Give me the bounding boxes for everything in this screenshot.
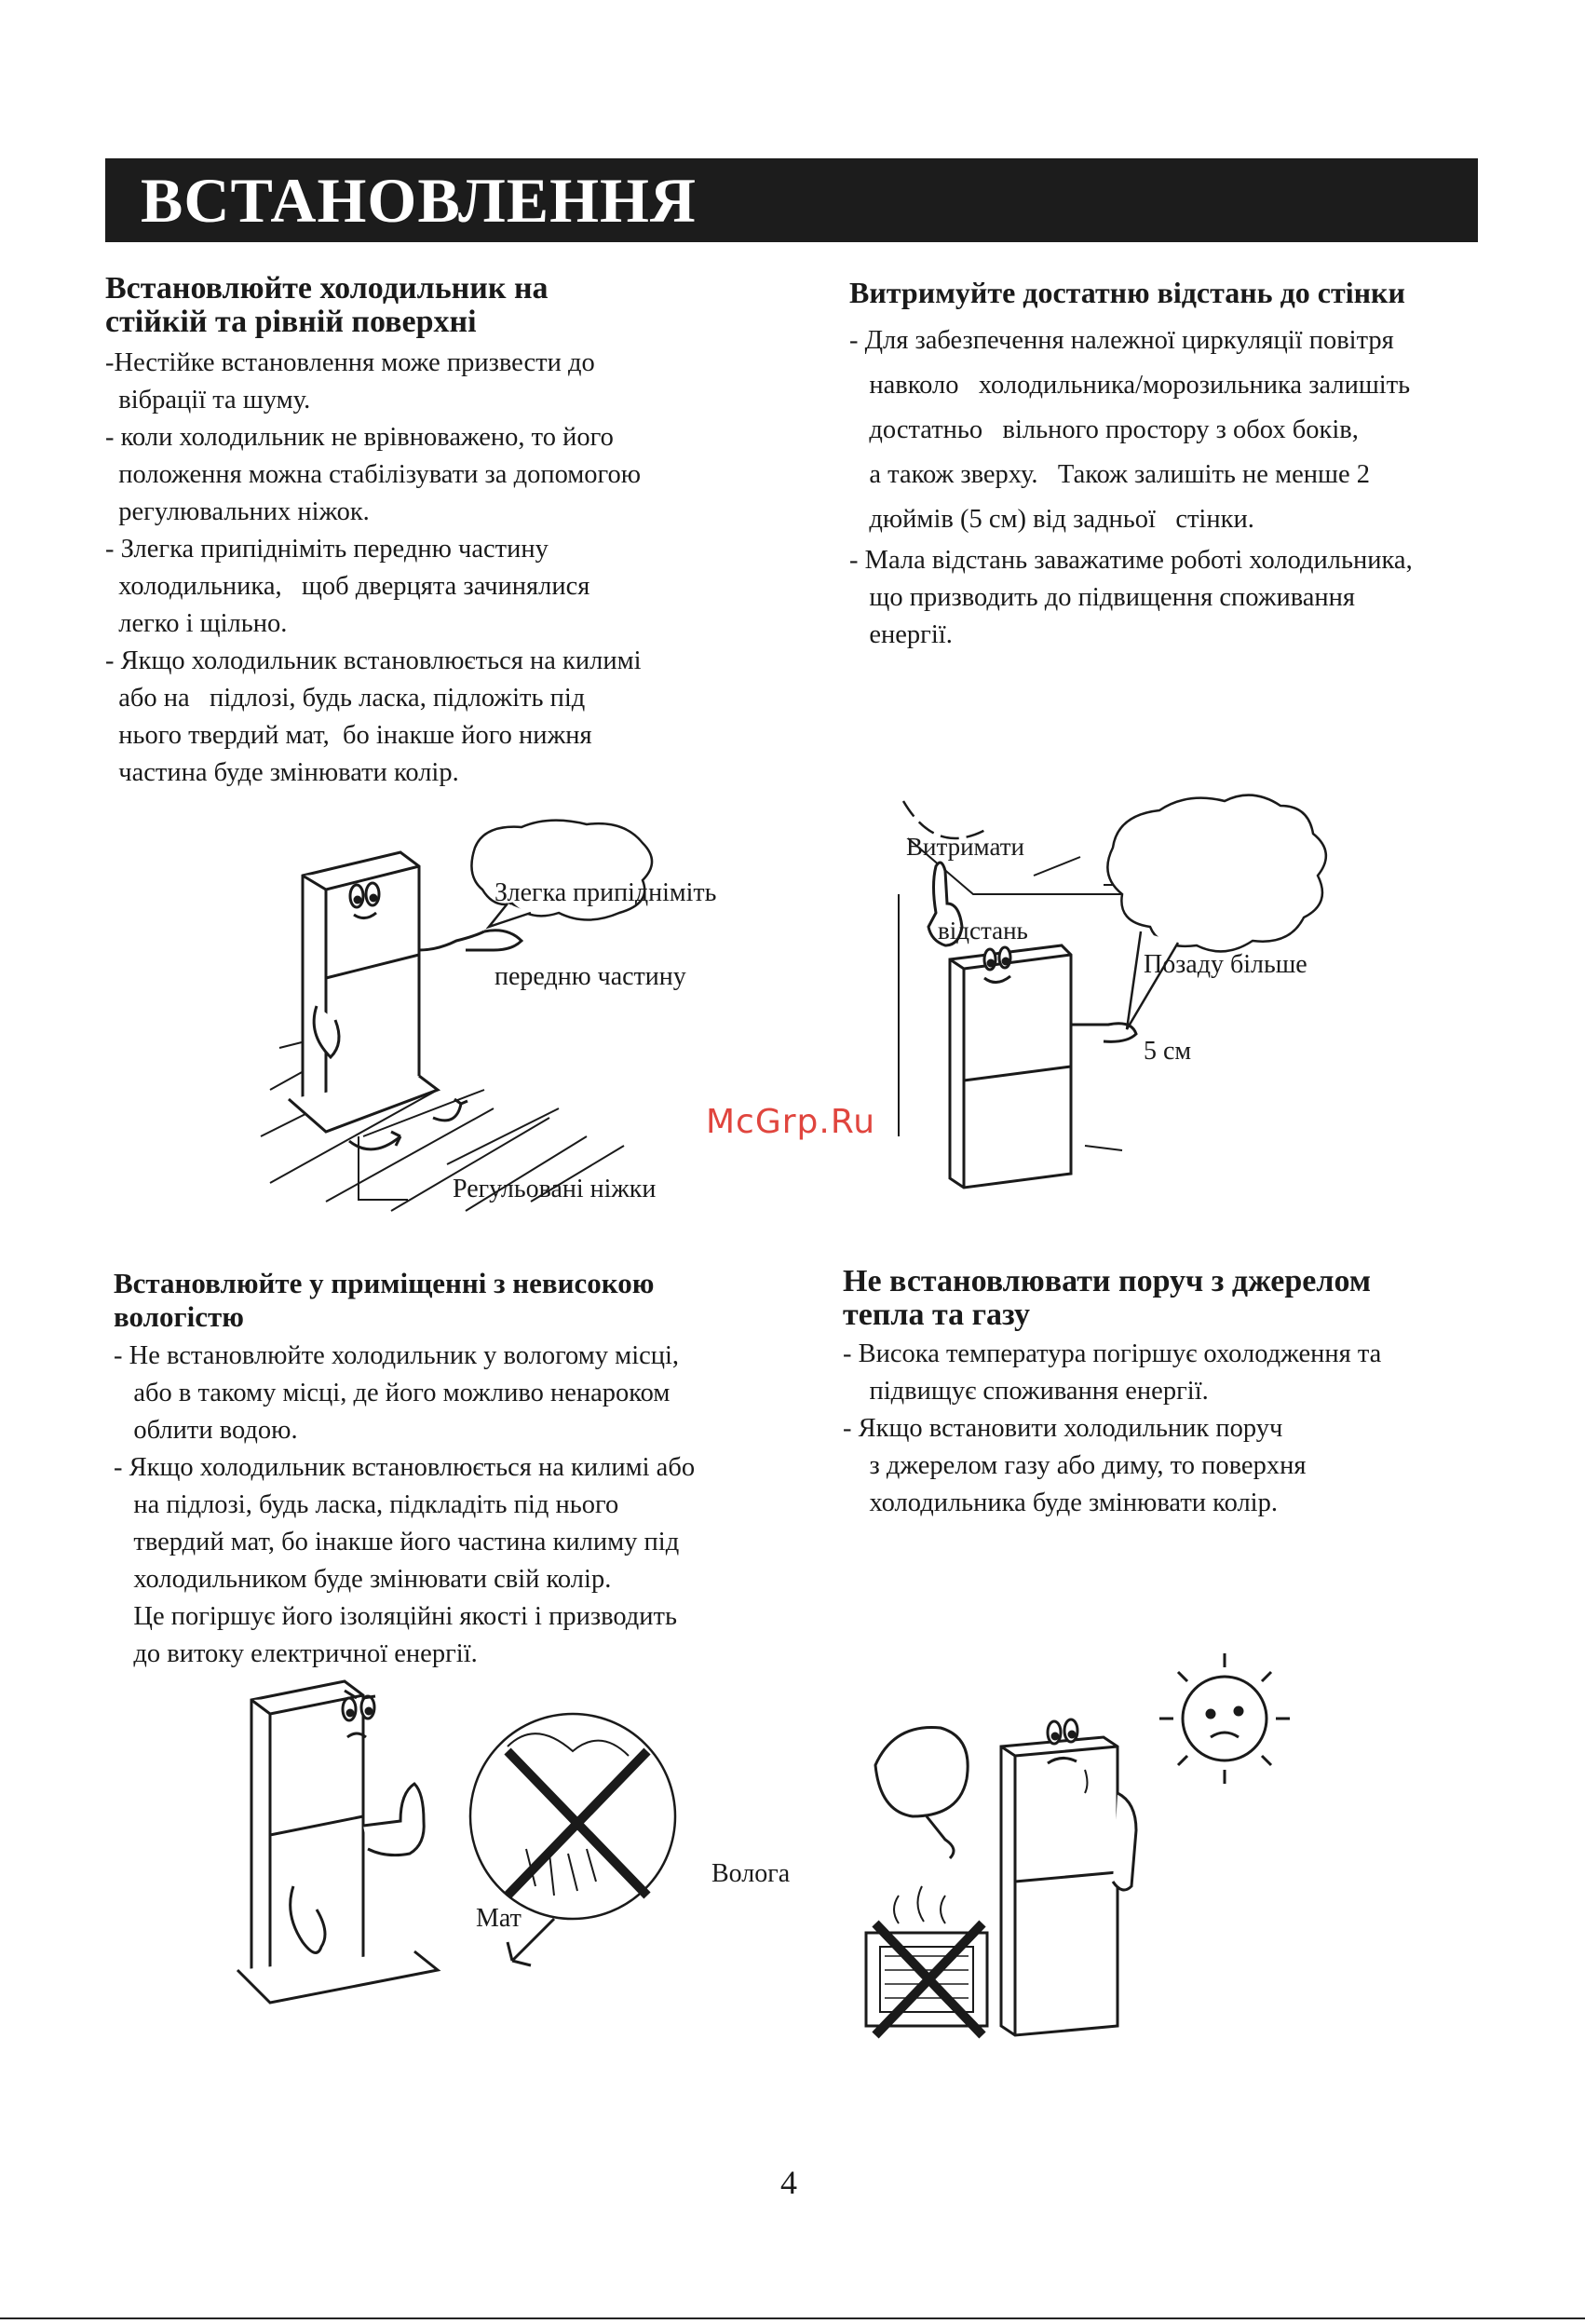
bottom-rule [0, 2317, 1585, 2319]
section-body [849, 319, 1520, 654]
heater-icon [866, 1886, 987, 2026]
body-line: вібрації та шуму. [105, 386, 311, 415]
body-line: Це погіршує його ізоляційні якості і призводить [114, 1602, 677, 1631]
body-line: - Якщо холодильник встановлюється на килимі [105, 646, 642, 675]
body-line: з джерелом газу або диму, то поверхня [843, 1451, 1307, 1480]
section-heat-gas [843, 1265, 1513, 1522]
bubble-line: Позаду більше [1144, 950, 1307, 979]
fridge-body [950, 945, 1071, 1188]
body-line: навколо холодильника/морозильника залишіть [849, 371, 1411, 400]
body-line: нього твердий мат, бо інакше його нижня [105, 721, 592, 750]
watermark-text: McGrp.Ru [706, 1103, 876, 1141]
heading-line: Встановлюйте у приміщенні з невисокою [114, 1267, 655, 1299]
body-line: - Якщо холодильник встановлюється на килимі або [114, 1453, 696, 1482]
body-line: частина буде змінювати колір. [105, 758, 459, 787]
body-line: або в такому місці, де його можливо ненароком [114, 1379, 671, 1407]
body-line: - Для забезпечення належної циркуляції повітря [849, 326, 1394, 355]
section-heading [105, 272, 794, 339]
body-line: - Якщо встановити холодильник поруч [843, 1414, 1283, 1443]
section-wall-distance [849, 276, 1520, 654]
sun-icon [1159, 1653, 1290, 1784]
title-banner [105, 158, 1478, 242]
section-body [114, 1338, 803, 1673]
section-stable-surface [105, 272, 794, 792]
heading-line: стійкій та рівній поверхні [105, 305, 477, 339]
body-line: регулювальних ніжок. [105, 497, 370, 526]
body-line: або на підлозі, будь ласка, підложіть під [105, 684, 586, 713]
body-line: - Висока температура погіршує охолодження та [843, 1339, 1382, 1368]
page-number: 4 [780, 2164, 797, 2201]
keep-distance-label [906, 777, 1028, 972]
keep-distance-line: Витримати [906, 833, 1024, 861]
mat-label: Мат [476, 1904, 522, 1933]
illustration-humidity [228, 1663, 750, 2007]
bubble-line: передню частину [494, 962, 686, 991]
fridge-body [1001, 1737, 1118, 2035]
section-body [105, 345, 794, 792]
body-line: облити водою. [114, 1416, 298, 1445]
body-line: холодильника буде змінювати колір. [843, 1488, 1278, 1517]
heading-line: Не встановлювати поруч з джерелом [843, 1264, 1371, 1298]
section-heading [843, 1265, 1513, 1332]
bubble-line: Злегка припідніміть [494, 878, 717, 907]
body-line: холодильником буде змінювати свій колір. [114, 1565, 612, 1594]
body-line: що призводить до підвищення споживання [849, 583, 1356, 612]
section-low-humidity [114, 1267, 803, 1673]
heading-line: Витримуйте достатню відстань до стінки [849, 276, 1405, 309]
stop-hand [363, 1784, 424, 1855]
bubble-text [494, 823, 716, 1019]
body-line: - Злегка припідніміть передню частину [105, 535, 549, 564]
body-line: -Нестійке встановлення може призвести до [105, 348, 595, 377]
heading-line: Встановлюйте холодильник на [105, 271, 549, 306]
body-line: енергії. [849, 620, 953, 649]
heading-line: тепла та газу [843, 1298, 1030, 1332]
body-line: до витоку електричної енергії. [114, 1639, 478, 1668]
body-line: підвищує споживання енергії. [843, 1377, 1209, 1406]
illustration-heat-gas [857, 1644, 1285, 2054]
keep-distance-line: відстань [938, 917, 1028, 945]
body-line: дюймів (5 см) від задньої стінки. [849, 505, 1254, 534]
page-title: ВСТАНОВЛЕННЯ [141, 165, 698, 236]
body-line: - Не встановлюйте холодильник у вологому місці, [114, 1341, 680, 1370]
body-line: - Мала відстань заважатиме роботі холодильника, [849, 546, 1413, 575]
body-line: положення можна стабілізувати за допомогою [105, 460, 642, 489]
body-line: холодильника, щоб дверцята зачинялися [105, 572, 590, 601]
section-body [843, 1336, 1513, 1522]
adjustable-legs-label: Регульовані ніжки [453, 1175, 657, 1203]
bubble-line: 5 см [1144, 1037, 1192, 1066]
bubble-text [1144, 892, 1307, 1094]
body-line: а також зверху. Також залишіть не менше 2 [849, 460, 1370, 489]
body-line: достатньо вільного простору з обох боків, [849, 415, 1359, 444]
heading-line: вологістю [114, 1300, 244, 1333]
fan-icon [875, 1728, 968, 1859]
section-heading [849, 276, 1520, 309]
section-heading [114, 1267, 803, 1334]
moisture-label: Волога [711, 1859, 791, 1888]
body-line: твердий мат, бо інакше його частина килиму під [114, 1528, 680, 1556]
body-line: легко і щільно. [105, 609, 288, 638]
body-line: - коли холодильник не врівноважено, то його [105, 423, 614, 452]
body-line: на підлозі, будь ласка, підкладіть під нього [114, 1490, 619, 1519]
